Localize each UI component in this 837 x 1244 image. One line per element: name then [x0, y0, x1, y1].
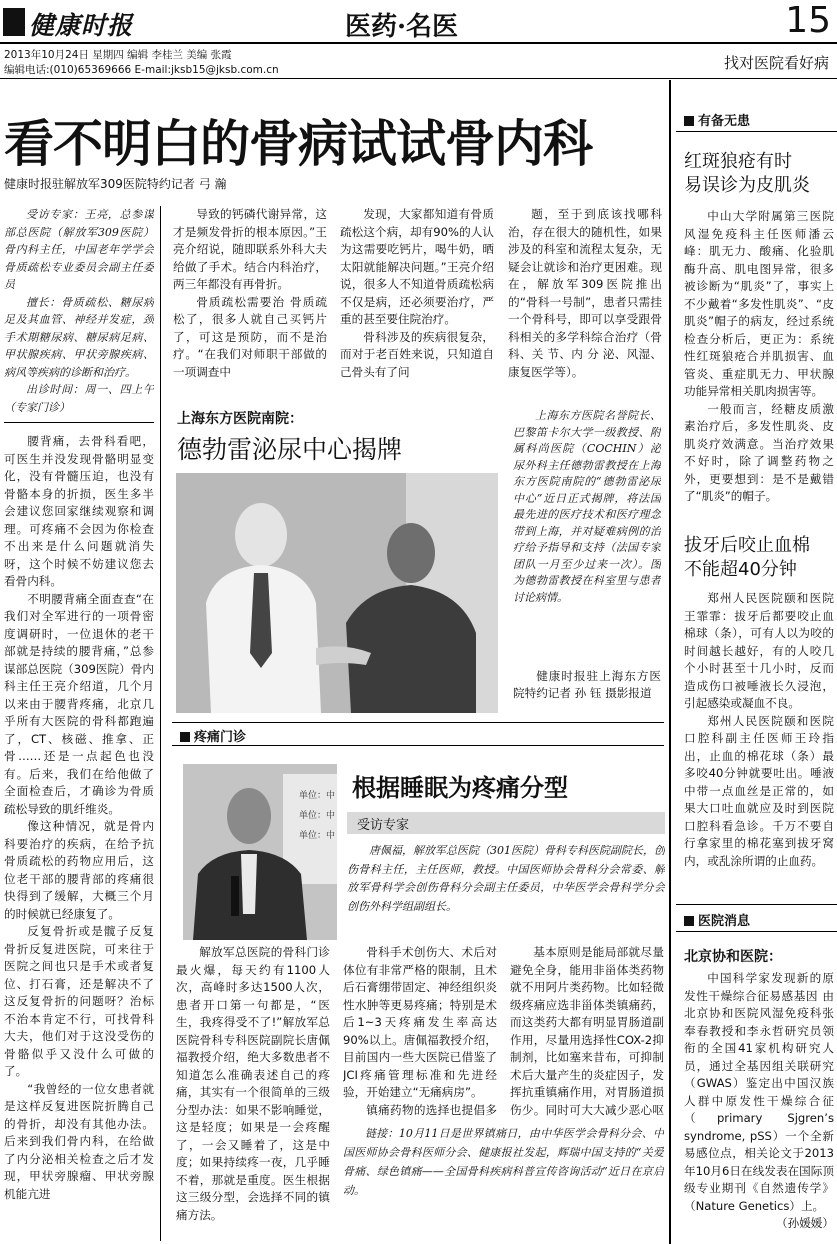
date-line: 2013年10月24日 星期四 编辑 李桂兰 美编 张霞 — [4, 49, 232, 61]
sidebar-article3-p1: 中国科学家发现新的原发性干燥综合征易感基因 由北京协和医院风湿免疫科张奉春教授和李永哲研究员领衔的全国41家机构研究人员，通过全基因组关联研究（GWAS）鉴定出中国汉族人群中原发性干燥综合征（primary Sjgren’s syndrome, pSS）一个全新易感位点，相关论文于2013年10月6日在线发表在国际顶级专业期刊《自然遗传学》（Nature Genetics）上。 — [684, 971, 834, 1213]
photo-kicker: 上海东方医院南院： — [177, 411, 303, 427]
masthead-logo — [3, 4, 143, 40]
sidebar-article2-title-line1: 拔牙后咬止血棉 — [684, 535, 810, 556]
logo-icon — [3, 8, 25, 36]
photo-caption-text: 上海东方医院名誉院长、巴黎笛卡尔大学一级教授、附属科尚医院（COCHIN）泌尿外科主任德勃雷教授在上海东方医院南院的“德勃雷泌尿中心”近日正式揭牌，将法国最先进的医疗技术和医疗理念带到上海，并对疑难病例的治疗给予指导和支持（法国专家团队一月至少过来一次）。图为德勃雷教授在科室里与患者讨论病情。 — [513, 409, 661, 604]
main-col1-p1: 腰背痛，去骨科看吧，可医生并没发现骨骼明显变化，没有骨髓压迫，也没有骨骼本身的折损，医生多半会建议您回家继续观察和调理。可疼痛不会因为你检查不出来是什么问题就消失呀，这个时候不妨建议您去看骨内科。 — [4, 434, 154, 588]
sidebar-article1-title-line1: 红斑狼疮有时 — [684, 151, 792, 172]
sidebar-section2-label-text: 医院消息 — [698, 914, 751, 929]
sidebar-article1-title-line2: 易误诊为皮肌炎 — [684, 175, 810, 196]
pain-link-note — [343, 1124, 664, 1241]
sidebar-article1-p2: 一般而言，经糖皮质激素治疗后，多发性肌炎、皮肌炎疗效满意。当治疗效果不好时，除了调整药物之外，更要想到：是不是戴错了“肌炎”的帽子。 — [684, 401, 834, 503]
photo-expert-tang — [183, 764, 337, 940]
photo-illustration — [176, 473, 498, 713]
sidebar-article2-p1: 郑州人民医院颐和医院王霏霏：拔牙后都要咬止血棉球（条），可有人以为咬的时间越长越好，有的人咬几个小时甚至十几小时，反而造成伤口被唾液长久浸泡，引起感染或凝血不良。 — [684, 591, 834, 710]
sidebar-article2-title-line2: 不能超40分钟 — [684, 559, 797, 580]
pain-col-2 — [343, 944, 497, 1120]
pain-expert-label-text: 受访专家 — [357, 818, 410, 833]
main-col1-p2: 不明腰背痛全面查查“在我们对全军进行的一项骨密度调研时，一位退休的老干部就是持续的腰背痛，”总参谋部总医院（309医院）骨内科主任王亮介绍道，几个月以来由于腰背疼痛，北京几乎所有大医院的骨科都跑遍了，CT、核磁、推拿、正骨……还是一点起色也没有。后来，我们在给他做了全面检查后，才确诊为骨质疏松导致的肌纤维炎。 — [4, 591, 154, 816]
pain-link-note-text: 链接：10月11日是世界镇痛日，由中华医学会骨科分会、中国医师协会骨科医师分会、健康报社发起，辉瑞中国支持的“关爱骨痛、绿色镇痛——全国骨科疾病科普宣传咨询活动”近日在京启动。 — [343, 1127, 664, 1197]
main-col-2 — [173, 206, 327, 416]
pain-expert-intro — [347, 842, 665, 932]
main-col3-p2: 骨科涉及的疾病很复杂，而对于老百姓来说，只知道自己骨头有了问 — [340, 329, 494, 379]
pain-section-label — [180, 726, 246, 745]
pain-col1-p1: 解放军总医院的骨科门诊最火爆，每天约有1100人次，高峰时多达1500人次，患者开口第一句都是，“医生，我疼得受不了!”解放军总医院骨科专科医院副院长唐佩福教授介绍，绝大多数患者不知道怎么准确表述自己的疼痛，其实有一个很简单的三级分型办法：如果不影响睡觉，这是轻度；如果是一会疼醒了，一会又睡着了，这是中度；如果持续疼一夜，几乎睡不着，那就是重度。医生根据这三级分型，会选择不同的镇痛方法。 — [176, 945, 330, 1222]
main-byline: 健康时报驻解放军309医院特约记者 弓 瀚 — [4, 177, 227, 191]
sidebar-article2-p2: 郑州人民医院颐和医院口腔科副主任医师王玲指出，止血的棉花球（条）最多咬40分钟就要吐出。唾液中带一点血丝是正常的，如果大口吐血就应及时到医院口腔科看急诊。千万不要自行拿家里的棉花塞到拔牙窝内，或乱涂所谓的止血药。 — [684, 713, 834, 868]
photo-sign: 单位：中 单位：中 单位：中 — [299, 791, 336, 841]
sidebar-section1-label-text: 有备无患 — [698, 114, 751, 129]
sidebar-article2-body — [684, 590, 834, 890]
sidebar-section1-rule — [676, 131, 837, 132]
main-col-1 — [4, 206, 154, 1241]
logo-text: 健康时报 — [29, 11, 134, 40]
sidebar-divider — [669, 80, 671, 1244]
square-bullet-icon — [684, 916, 694, 926]
pain-col2-p1: 骨科手术创伤大、术后对体位有非常严格的限制，且术后石膏绷带固定、神经组织炎性水肿等更易疼痛；特别是术后1~3天疼痛发生率高达90%以上。唐佩福教授介绍，目前国内一些大医院已借鉴了JCI疼痛管理标准和先进经验，开始建立“无痛病房”。 — [343, 945, 497, 1099]
square-bullet-icon — [180, 732, 190, 742]
main-col-3 — [340, 206, 494, 416]
photo-credit-text: 健康时报驻上海东方医院特约记者 孙 钰 摄影报道 — [513, 669, 661, 700]
pain-col2-p2: 镇痛药物的选择也提倡多 — [366, 1102, 497, 1117]
square-bullet-icon — [684, 116, 694, 126]
sidebar-section1-label — [684, 110, 750, 129]
section-title: 医药·名医 — [345, 12, 459, 42]
sidebar-article3-p2: （孙媛媛） — [776, 1216, 834, 1230]
sidebar-article1-title — [684, 150, 810, 198]
pain-headline: 根据睡眠为疼痛分型 — [352, 773, 568, 802]
main-headline: 看不明白的骨病试试骨内科 — [4, 114, 592, 173]
main-col3-p1: 发现，大家都知道有骨质疏松这个病，却有90%的人认为这需要吃钙片，喝牛奶，晒太阳就能解决问题。”王亮介绍说，很多人不知道骨质疏松病不仅是病，还必须要治疗，严重的甚至要住院治疗。 — [340, 207, 494, 326]
pain-col-3 — [510, 944, 664, 1120]
contact-line: 编辑电话:(010)65369666 E-mail:jksb15@jksb.com.cn — [4, 64, 279, 76]
main-col4-p1: 题，至于到底该找哪科治，存在很大的随机性，如果涉及的科室和流程太复杂，无疑会让就诊和治疗更困难。现在，解放军309医院推出的“骨科一号制”，患者只需挂一个骨科号，即可以享受跟骨科相关的多学科综合治疗（骨 科、关 节、内 分 泌、风湿、康复医学等）。 — [508, 207, 662, 379]
sidebar-article2-title — [684, 534, 810, 582]
sidebar-article1-p1: 中山大学附属第三医院风湿免疫科主任医师潘云峰：肌无力、酸痛、化验肌酶升高、肌电图异常，很多被诊断为“肌炎”了，事实上不少戴着“多发性肌炎”、“皮肌炎”帽子的病友，经过系统检查分析后，更正为：系统性红斑狼疮合并肌损害、血管炎、重症肌无力、甲状腺功能异常相关肌肉损害等。 — [684, 209, 834, 398]
pain-section-rule-2 — [172, 745, 664, 746]
sidebar-article3-title: 北京协和医院： — [684, 949, 782, 965]
photo-caption — [513, 408, 661, 708]
pain-section-rule — [172, 722, 664, 723]
expert-intro: 受访专家：王亮，总参谋部总医院（解放军309医院）骨内科主任，中国老年学学会骨质疏松专业委员会副主任委员 — [4, 208, 154, 291]
intro-divider — [4, 422, 154, 423]
photo-headline: 德勃雷泌尿中心揭牌 — [177, 435, 403, 464]
pain-expert-intro-text: 唐佩福，解放军总医院（301医院）骨科专科医院副院长，创伤骨科主任，主任医师，教授。中国医师协会骨科分会常委、解放军骨科学会创伤骨科分会副主任委员，中华医学会骨科学分会创伤外科学组副组长。 — [347, 844, 665, 913]
col-divider-1 — [160, 206, 161, 1241]
header-rule — [0, 42, 837, 44]
header-slogan: 找对医院看好病 — [723, 54, 829, 72]
pain-col3-p1: 基本原则是能局部就尽量避免全身，能用非甾体类药物就不用阿片类药物。比如轻微级疼痛应选非甾体类镇痛药，而这类药大都有明显胃肠道副作用，尽量用选择性COX-2抑制剂，比如塞来昔布，可抑制术后大量产生的炎症因子，发挥抗重镇痛作用，对胃肠道损伤少。同时可大大减少恶心呕 — [510, 945, 664, 1117]
main-col2-p2: 骨质疏松需要治 骨质疏松了，很多人就自己买钙片了，可这是预防，而不是治疗。“在我们对师职干部做的一项调查中 — [173, 294, 327, 379]
pain-expert-label — [347, 812, 665, 834]
sidebar-article1-body — [684, 208, 834, 518]
main-col1-p4: 反复骨折或是髋子反复骨折反复进医院，可来往于医院之间也只是手术或者复位、打石膏，还是解决不了这反复骨折的问题呀？治标不治本肯定不行，可找骨科大夫，他们对于这没受伤的骨骼似乎又没什么可做的了。 — [4, 924, 154, 1078]
photo-credit — [513, 668, 661, 708]
photo-doctor-patient — [176, 473, 498, 713]
sidebar-article3-body — [684, 970, 834, 1241]
expert-specialty: 擅长：骨质疏松、糖尿病足及其血管、神经并发症，颈手术期糖尿病、糖尿病足病、甲状腺疾病、甲状旁腺疾病、病风等疾病的诊断和治疗。 — [4, 295, 154, 379]
pain-section-label-text: 疼痛门诊 — [194, 730, 247, 745]
main-col1-p5: “我曾经的一位女患者就是这样反复进医院折腾自己的骨折，却没有其他办法。后来到我们骨内科，在给做了内分泌相关检查之后才发现，甲状旁腺瘤、甲状旁腺机能亢进 — [4, 1081, 154, 1201]
sidebar-section2-rule — [676, 931, 837, 932]
page-number: 15 — [785, 0, 831, 41]
main-col1-p3: 像这种情况，就是骨内科要治疗的疾病，在给予抗骨质疏松的药物应用后，这位老干部的腰背部的疼痛很快得到了缓解，大概三个月的时候就已经康复了。 — [4, 819, 154, 921]
header-rule-2 — [0, 78, 837, 79]
sidebar-section2-label — [684, 910, 750, 929]
sidebar-section2-rule-top — [676, 904, 837, 905]
main-col2-p1: 导致的钙磷代谢异常，这才是频发骨折的根本原因。”王亮介绍说，随即联系外科大夫给做了手术。结合内科治疗，两三年都没有再骨折。 — [173, 207, 327, 291]
clinic-time: 出诊时间：周一、四上午（专家门诊） — [4, 383, 154, 414]
pain-col-1 — [176, 944, 330, 1241]
main-col-4 — [508, 206, 662, 416]
